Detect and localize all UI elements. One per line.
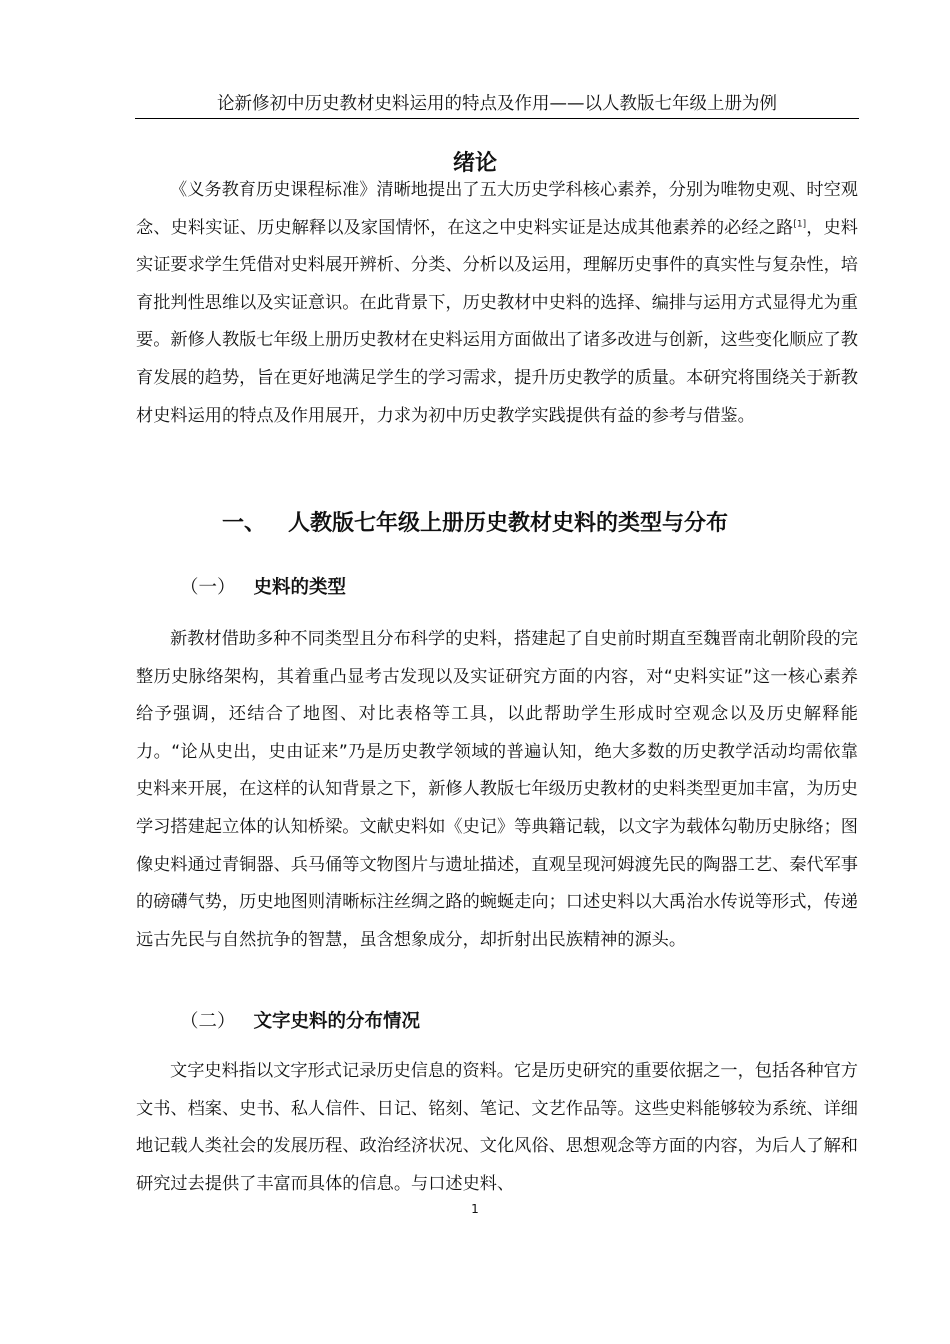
section-2-paragraph: 文字史料指以文字形式记录历史信息的资料。它是历史研究的重要依据之一，包括各种官方文书、档案、史书、私人信件、日记、铭刻、笔记、文艺作品等。这些史料能够较为系统、详细地记载人类社会的发展历程、政治经济状况、文化风俗、思想观念等方面的内容，为后人了解和研究过去提供了丰富而具体的信息。与口述史料、 (136, 1061, 858, 1194)
page-number: 1 (471, 1202, 479, 1216)
intro-paragraph (136, 172, 858, 435)
intro-paragraph-text-1: 《义务教育历史课程标准》清晰地提出了五大历史学科核心素养，分别为唯物史观、时空观念、史料实证、历史解释以及家国情怀，在这之中史料实证是达成其他素养的必经之路 (136, 180, 858, 238)
section-heading-2 (180, 1008, 420, 1036)
citation-reference[interactable]: [1] (793, 218, 807, 229)
section-title-2: 文字史料的分布情况 (253, 1011, 421, 1032)
chapter-title: 人教版七年级上册历史教材史料的类型与分布 (288, 511, 729, 536)
intro-paragraph-text-2: ，史料实证要求学生凭借对史料展开辨析、分类、分析以及运用，理解历史事件的真实性与复杂性，培育批判性思维以及实证意识。在此背景下，历史教材中史料的选择、编排与运用方式显得尤为重要。新修人教版七年级上册历史教材在史料运用方面做出了诸多改进与创新，这些变化顺应了教育发展的趋势，旨在更好地满足学生的学习需求，提升历史教学的质量。本研究将围绕关于新教材史料运用的特点及作用展开，力求为初中历史教学实践提供有益的参考与借鉴。 (136, 217, 858, 426)
chapter-number: 一、 (221, 511, 266, 536)
section-1-paragraph: 新教材借助多种不同类型且分布科学的史料，搭建起了自史前时期直至魏晋南北朝阶段的完整历史脉络架构，其着重凸显考古发现以及实证研究方面的内容，对“史料实证”这一核心素养给予强调，还结合了地图、对比表格等工具，以此帮助学生形成时空观念以及历史解释能力。“论从史出，史由证来”乃是历史教学领域的普遍认知，绝大多数的历史教学活动均需依靠史料来开展，在这样的认知背景之下，新修人教版七年级历史教材的史料类型更加丰富，为历史学习搭建起立体的认知桥梁。文献史料如《史记》等典籍记载，以文字为载体勾勒历史脉络；图像史料通过青铜器、兵马俑等文物图片与遗址描述，直观呈现河姆渡先民的陶器工艺、秦代军事的磅礴气势，历史地图则清晰标注丝绸之路的蜿蜒走向；口述史料以大禹治水传说等形式，传递远古先民与自然抗争的智慧，虽含想象成分，却折射出民族精神的源头。 (136, 629, 858, 950)
chapter-heading (0, 508, 950, 540)
running-header: 论新修初中历史教材史料运用的特点及作用——以人教版七年级上册为例 (135, 92, 859, 119)
intro-heading: 绪论 (452, 151, 497, 176)
section-title-1: 史料的类型 (253, 577, 347, 598)
section-number-1: （一） (180, 577, 236, 598)
section-number-2: （二） (180, 1011, 236, 1032)
section-heading-1 (180, 574, 346, 602)
